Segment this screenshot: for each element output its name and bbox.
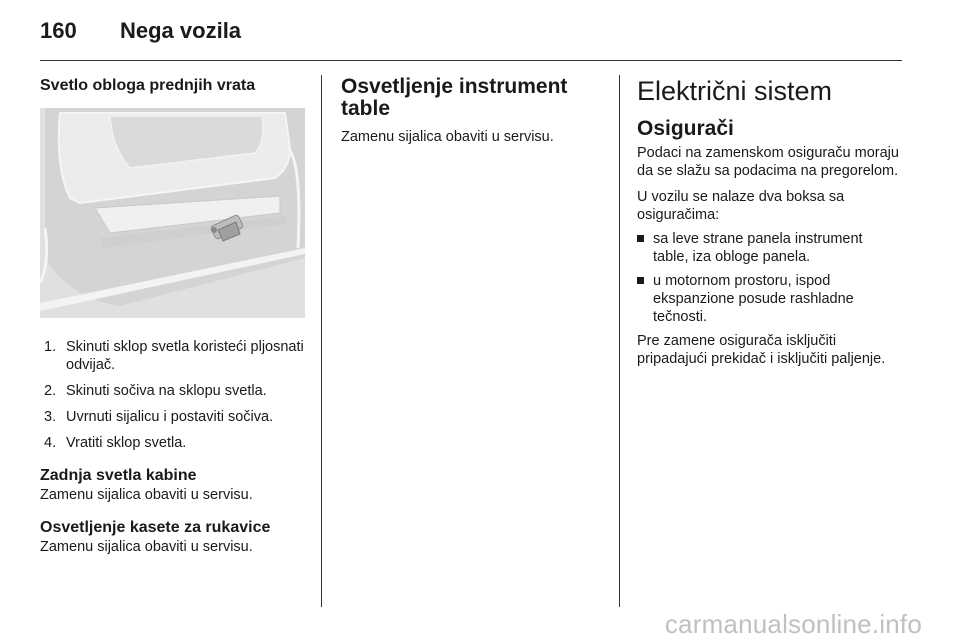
chapter-title: Nega vozila bbox=[120, 18, 242, 43]
column-divider-1 bbox=[321, 75, 322, 607]
page-header bbox=[40, 18, 241, 48]
step-item: 1. Skinuti sklop svetla koristeći pljosnati odvijač. bbox=[44, 339, 304, 373]
fuses-paragraph-1: Podaci na zamenskom osiguraču moraju da se slažu sa podacima na pregorelom. bbox=[637, 145, 899, 179]
cab-lights-text: Zamenu sijalica obaviti u servisu. bbox=[40, 487, 253, 503]
header-divider bbox=[40, 60, 902, 61]
glovebox-light-text: Zamenu sijalica obaviti u servisu. bbox=[40, 539, 253, 555]
section-heading-instrument-lighting: Osvetljenje instrument table bbox=[341, 75, 568, 120]
step-item: 2. Skinuti sočiva na sklopu svetla. bbox=[44, 383, 267, 399]
bullet-icon bbox=[637, 235, 644, 242]
chapter-heading-electrical: Električni sistem bbox=[637, 76, 833, 106]
fuses-paragraph-3: Pre zamene osigurača isključiti pripadajući prekidač i isključiti paljenje. bbox=[637, 333, 886, 367]
step-item: 4. Vratiti sklop svetla. bbox=[44, 435, 187, 451]
section-heading-fuses: Osigurači bbox=[637, 117, 734, 140]
section-heading-cab-lights: Zadnja svetla kabine bbox=[40, 467, 197, 484]
column-1 bbox=[40, 76, 305, 556]
bullet-icon bbox=[637, 277, 644, 284]
instrument-lighting-text: Zamenu sijalica obaviti u servisu. bbox=[341, 129, 554, 145]
column-2 bbox=[341, 76, 601, 146]
door-light-illustration bbox=[40, 108, 305, 318]
steps-list bbox=[40, 338, 305, 452]
column-3 bbox=[637, 76, 902, 368]
list-item: sa leve strane panela instrument table, iza obloge panela. bbox=[637, 230, 902, 266]
fuses-paragraph-2: U vozilu se nalaze dva boksa sa osiguračima: bbox=[637, 189, 845, 223]
page-number: 160 bbox=[40, 18, 77, 43]
column-divider-2 bbox=[619, 75, 620, 607]
list-item: u motornom prostoru, ispod ekspanzione posude rashladne tečnosti. bbox=[637, 272, 902, 326]
fuse-box-list bbox=[637, 230, 902, 326]
watermark: carmanualsonline.info bbox=[664, 609, 922, 639]
step-item: 3. Uvrnuti sijalicu i postaviti sočiva. bbox=[44, 409, 274, 425]
section-heading-glovebox-light: Osvetljenje kasete za rukavice bbox=[40, 519, 271, 536]
section-heading-door-light: Svetlo obloga prednjih vrata bbox=[40, 77, 256, 94]
